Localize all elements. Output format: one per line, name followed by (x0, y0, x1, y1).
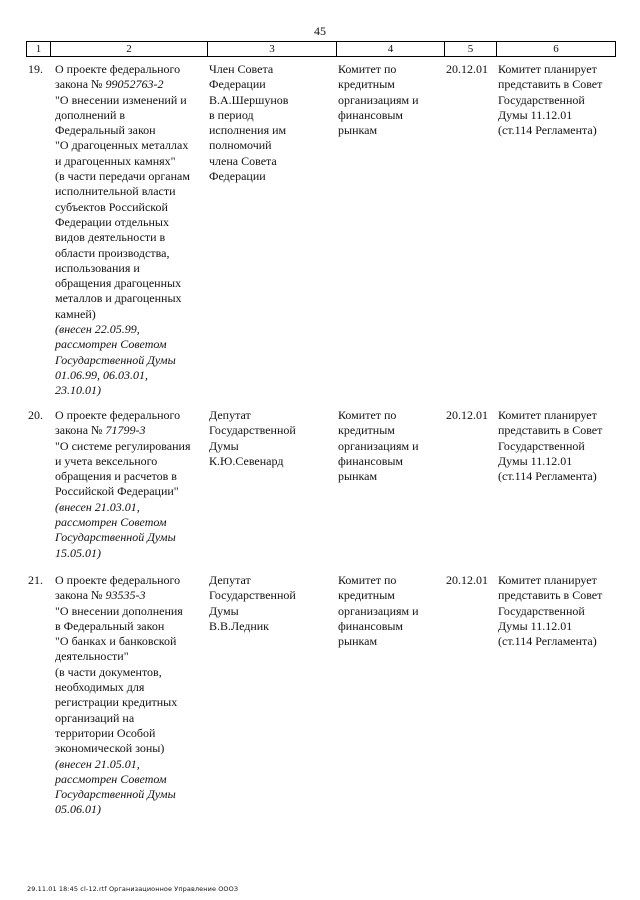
committee-line: финансовым (338, 107, 404, 122)
note-line: Думы 11.12.01 (498, 618, 573, 633)
bill-author-line: исполнения им (209, 123, 287, 138)
bill-title-line: (внесен 21.05.01, (55, 756, 140, 771)
bill-title-line: исполнительной власти (55, 184, 176, 199)
committee-note (498, 408, 618, 484)
bill-title-line: Федерации отдельных (55, 214, 169, 229)
bill-title-line: О проекте федерального (55, 573, 181, 587)
committee-line: рынкам (338, 469, 378, 484)
bill-title-line: и учета вексельного (55, 453, 158, 468)
bill-author-line: В.В.Ледник (209, 618, 270, 633)
responsible-committee (338, 62, 443, 138)
bill-title-line: "О банках и банковской (55, 634, 177, 649)
print-footer: 29.11.01 18:45 cl-12.rtf Организационное Управление ОООЗ (27, 885, 239, 893)
column-header-6: 6 (497, 42, 616, 57)
note-line: Комитет планирует (498, 573, 597, 587)
bill-author-line: Депутат (209, 408, 251, 422)
note-line: Государственной (498, 92, 585, 107)
consideration-date: 20.12.01 (446, 573, 488, 587)
bill-title-line: Российской Федерации" (55, 484, 179, 499)
column-header-4: 4 (337, 42, 445, 57)
note-line: Думы 11.12.01 (498, 107, 573, 122)
column-header-row (27, 42, 616, 57)
bill-title-line: организаций на (55, 710, 135, 725)
committee-line: финансовым (338, 453, 404, 468)
bill-title-line: рассмотрен Советом (55, 337, 167, 352)
bill-author-line: в период (209, 107, 254, 122)
bill-author-line: Депутат (209, 573, 251, 587)
bill-title-line: "О драгоценных металлах (55, 138, 189, 153)
bill-title (55, 408, 205, 561)
bill-title-line: рассмотрен Советом (55, 771, 167, 786)
committee-line: кредитным (338, 423, 395, 438)
committee-note (498, 573, 618, 649)
note-line: Думы 11.12.01 (498, 453, 573, 468)
bill-title (55, 573, 205, 818)
note-line: (ст.114 Регламента) (498, 123, 597, 138)
note-line: представить в Совет (498, 77, 603, 92)
bill-title-line: видов деятельности в (55, 230, 166, 245)
column-header-table (26, 41, 616, 57)
bill-title-line: Государственной Думы (55, 352, 176, 367)
bill-title-line: субъектов Российской (55, 199, 168, 214)
bill-title-line: закона № 93535-3 (55, 588, 146, 603)
note-line: (ст.114 Регламента) (498, 469, 597, 484)
bill-author (209, 573, 339, 634)
consideration-date: 20.12.01 (446, 62, 488, 76)
column-header-5: 5 (445, 42, 497, 57)
bill-title-line: экономической зоны) (55, 741, 165, 756)
bill-title-line: обращения и расчетов в (55, 469, 177, 484)
responsible-committee (338, 573, 443, 649)
note-line: Государственной (498, 438, 585, 453)
bill-author-line: Федерации (209, 77, 266, 92)
bill-title-line: закона № 71799-3 (55, 423, 146, 438)
committee-line: рынкам (338, 634, 378, 649)
bill-title-line: деятельности" (55, 649, 129, 664)
bill-author (209, 62, 339, 184)
bill-title-line: О проекте федерального (55, 62, 181, 76)
bill-author-line: Государственной (209, 423, 296, 438)
committee-line: организациям и (338, 438, 419, 453)
bill-author (209, 408, 339, 469)
bill-author-line: Государственной (209, 588, 296, 603)
committee-line: кредитным (338, 588, 395, 603)
bill-title-line: (внесен 21.03.01, (55, 499, 140, 514)
bill-title-line: обращения драгоценных (55, 276, 182, 291)
bill-title-line: (в части передачи органам (55, 169, 190, 184)
responsible-committee (338, 408, 443, 484)
bill-title-line: "О внесении изменений и (55, 92, 187, 107)
consideration-date: 20.12.01 (446, 408, 488, 422)
bill-title-line: Государственной Думы (55, 530, 176, 545)
committee-line: Комитет по (338, 408, 397, 422)
bill-title-line: дополнений в (55, 107, 126, 122)
bill-title-line: (в части документов, (55, 664, 162, 679)
committee-line: организациям и (338, 603, 419, 618)
bill-title-line: Федеральный закон (55, 123, 156, 138)
bill-title-line: рассмотрен Советом (55, 515, 167, 530)
column-header-3: 3 (208, 42, 337, 57)
entry-number: 21. (28, 573, 43, 587)
bill-title-line: (внесен 22.05.99, (55, 322, 140, 337)
note-line: представить в Совет (498, 423, 603, 438)
bill-title-line: и драгоценных камнях" (55, 153, 176, 168)
bill-author-line: К.Ю.Севенард (209, 453, 284, 468)
bill-title-line: в Федеральный закон (55, 618, 165, 633)
bill-author-line: В.А.Шершунов (209, 92, 289, 107)
bill-title-line: регистрации кредитных (55, 695, 178, 710)
page-number: 45 (314, 24, 326, 38)
bill-title-line: использования и (55, 260, 140, 275)
bill-title-line: 05.06.01) (55, 802, 101, 817)
note-line: Комитет планирует (498, 408, 597, 422)
committee-line: Комитет по (338, 62, 397, 76)
note-line: Комитет планирует (498, 62, 597, 76)
note-line: (ст.114 Регламента) (498, 634, 597, 649)
bill-author-line: Член Совета (209, 62, 274, 76)
entry-number: 19. (28, 62, 43, 76)
bill-title-line: территории Особой (55, 725, 156, 740)
bill-title-line: металлов и драгоценных (55, 291, 182, 306)
entry-number: 20. (28, 408, 43, 422)
bill-title-line: О проекте федерального (55, 408, 181, 422)
bill-title-line: необходимых для (55, 680, 145, 695)
bill-title-line: 23.10.01) (55, 383, 101, 398)
column-header-2: 2 (51, 42, 208, 57)
bill-title (55, 62, 205, 399)
committee-line: организациям и (338, 92, 419, 107)
column-header-1: 1 (27, 42, 51, 57)
committee-line: рынкам (338, 123, 378, 138)
bill-title-line: 01.06.99, 06.03.01, (55, 367, 148, 382)
committee-line: кредитным (338, 77, 395, 92)
bill-title-line: "О системе регулирования (55, 438, 191, 453)
bill-title-line: "О внесении дополнения (55, 603, 183, 618)
bill-title-line: области производства, (55, 245, 170, 260)
note-line: представить в Совет (498, 588, 603, 603)
bill-author-line: Думы (209, 603, 239, 618)
bill-title-line: камней) (55, 306, 96, 321)
bill-title-line: 15.05.01) (55, 545, 101, 560)
committee-line: финансовым (338, 618, 404, 633)
committee-note (498, 62, 618, 138)
bill-author-line: Федерации (209, 169, 266, 184)
bill-author-line: полномочий (209, 138, 272, 153)
bill-author-line: члена Совета (209, 153, 277, 168)
bill-title-line: закона № 99052763-2 (55, 77, 164, 92)
note-line: Государственной (498, 603, 585, 618)
bill-title-line: Государственной Думы (55, 787, 176, 802)
bill-author-line: Думы (209, 438, 239, 453)
committee-line: Комитет по (338, 573, 397, 587)
